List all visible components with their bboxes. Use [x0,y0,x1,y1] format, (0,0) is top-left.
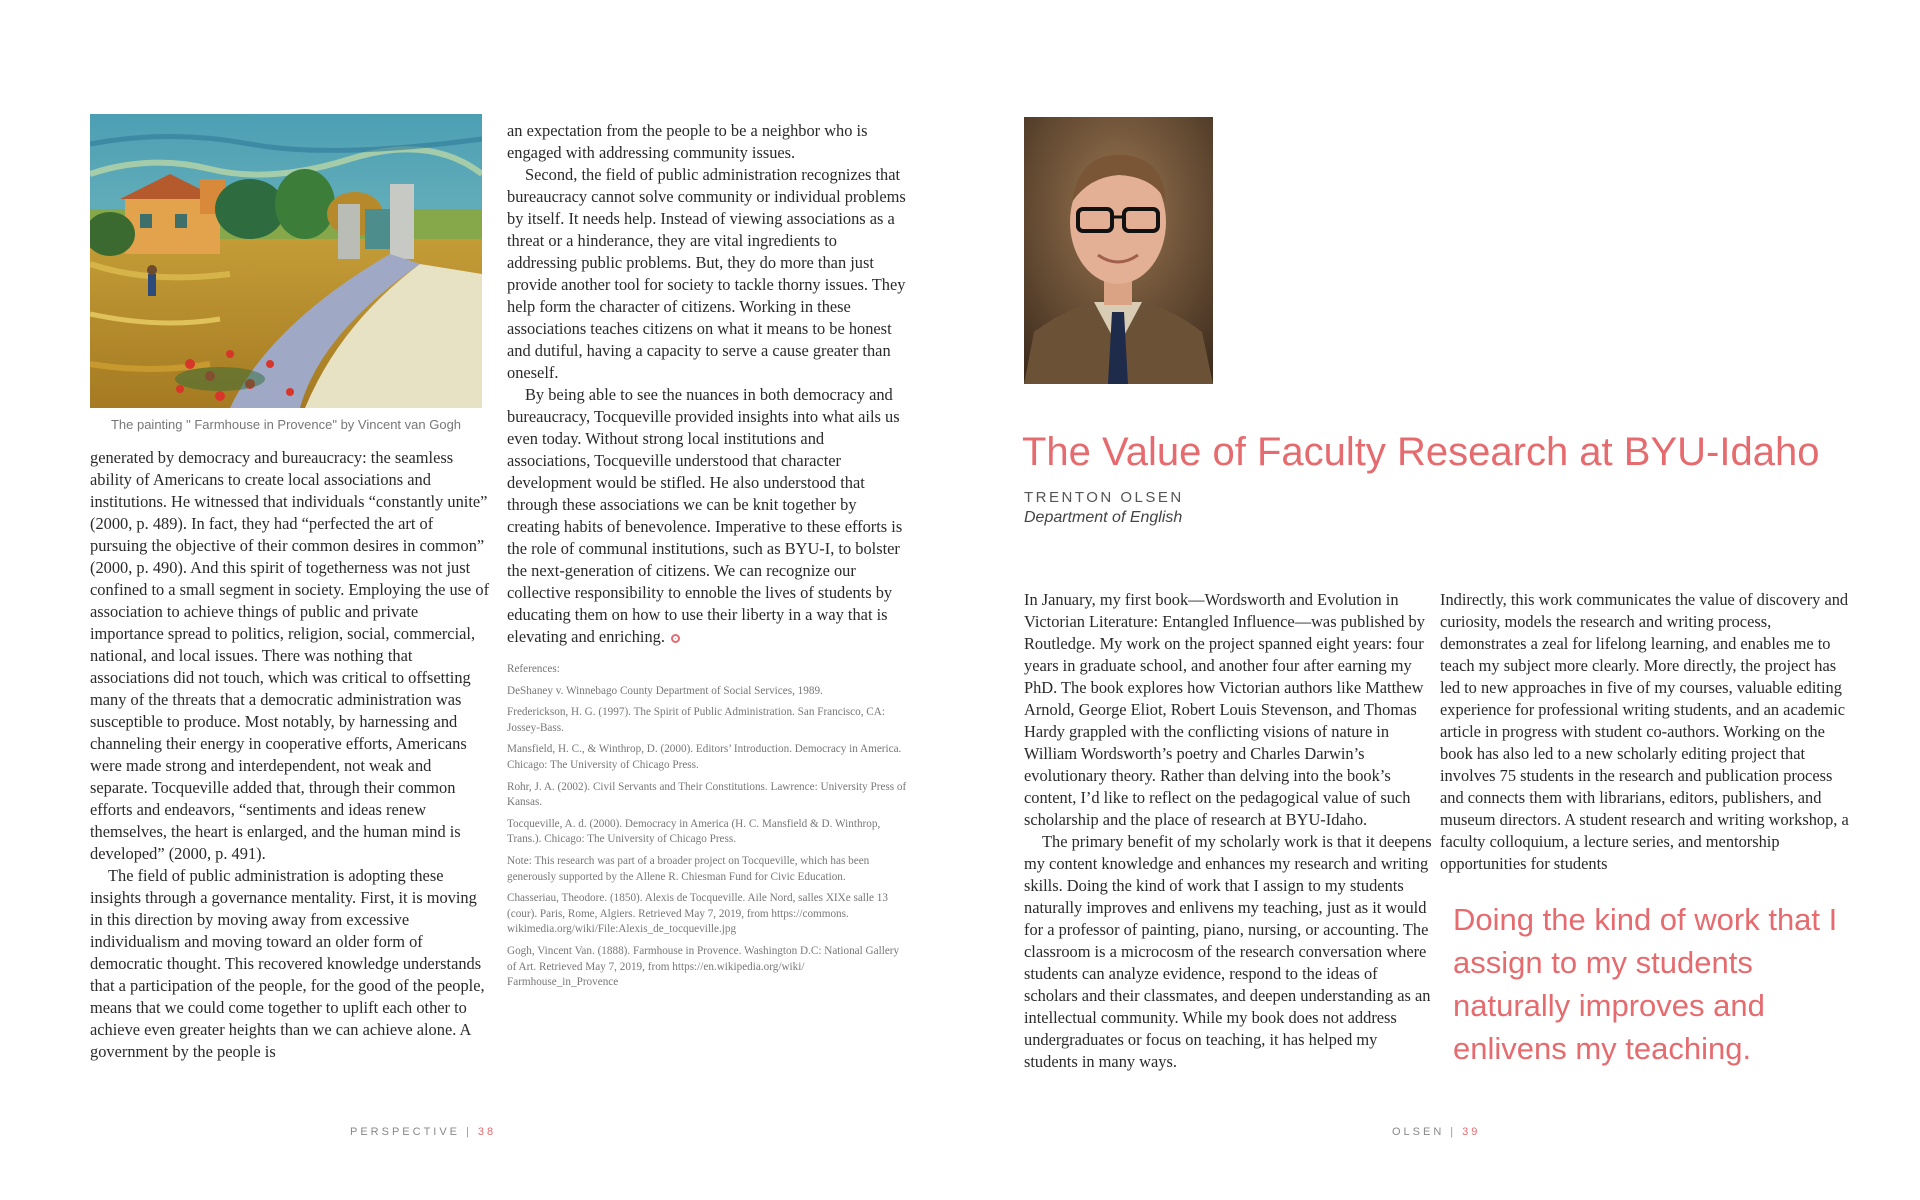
pull-quote: Doing the kind of work that I assign to my students naturally improves and enlivens my teaching. [1453,902,1838,1066]
paragraph: Second, the field of public administration recognizes that bureaucracy cannot solve community or individual problems by itself. It needs help. Instead of viewing associations as a threat or a hinderance, they are vital ingredients to addressing public problems. But, they do more than just provide another tool for society to tackle thorny issues. They help form the character of citizens. Working in these associations teaches citizens on what it means to be honest and dutiful, having a capacity to serve a cause greater than oneself. [507,165,906,382]
reference-item: Gogh, Vincent Van. (1888). Farmhouse in Provence. Washington D.C: National Gallery of Art. Retrieved May 7, 2019, from https://en.wikipedia.org/wiki/ Farmhouse_in_Provence [507,944,900,989]
author-portrait [1024,117,1213,384]
reference-item: Chasseriau, Theodore. (1850). Alexis de Tocqueville. Aile Nord, salles XIXe salle 13 (cour). Paris, Rome, Algiers. Retrieved May 7, 2019, from https://commons. wikimedia.org/wiki/File:Alexis_de_tocqueville.jpg [507,892,888,936]
folio-label: OLSEN [1392,1126,1445,1138]
folio-separator: | [1450,1126,1457,1138]
paragraph: The primary benefit of my scholarly work is that it deepens my content knowledge and enhances my research and writing skills. Doing the kind of work that I assign to my students naturally improves and enlivens my teaching, just as it would for a professor of painting, piano, nursing, or accounting. The classroom is a microcosm of the research conversation where students can analyze evidence, respond to the ideas of scholars and their classmates, and deepen understanding as an intellectual community. While my book does not address undergraduates or focus on teaching, it has helped my students in many ways. [1024,832,1432,1071]
paragraph: In January, my first book—Wordsworth and Evolution in Victorian Literature: Entangled Influence—was published by Routledge. My work on the project spanned eight years: four years in graduate school, and another four after earning my PhD. The book explores how Victorian authors like Matthew Arnold, George Eliot, Robert Louis Stevenson, and Thomas Hardy grappled with the conflicting visions of nature in William Wordsworth’s poetry and Charles Darwin’s evolutionary theory. Rather than delving into the book’s content, I’d like to reflect on the pedagogical value of such scholarship and the place of research at BYU-Idaho. [1024,590,1425,829]
folio-separator: | [466,1126,472,1138]
paragraph: By being able to see the nuances in both democracy and bureaucracy, Tocqueville provided insights into what ails us even today. Without strong local institutions and associations, Tocqueville understood that character development would be stifled. He also understood that through these associations we can be knit together by creating habits of benevolence. Imperative to these efforts is the role of communal institutions, such as BYU-I, to bolster the next-generation of citizens. We can recognize our collective responsibility to ennoble the lives of students by educating them on how to use their liberty in a way that is elevating and enriching. [507,385,903,646]
author-name: TRENTON OLSEN [1024,489,1184,506]
paragraph: Indirectly, this work communicates the value of discovery and curiosity, models the research and writing process, demonstrates a zeal for lifelong learning, and enables me to teach my subject more clearly. More directly, the project has led to new approaches in five of my courses, valuable editing experience for professional writing students, and an academic article in progress with student co-authors. Working on the book has also led to a new scholarly editing project that involves 75 students in the research and publication process and connects them with librarians, editors, publishers, and museum directors. A student research and writing workshop, a faculty colloquium, a lecture series, and mentorship opportunities for students [1440,590,1849,873]
author-department: Department of English [1024,509,1183,526]
paragraph: an expectation from the people to be a neighbor who is engaged with addressing community issues. [507,121,868,162]
page-number: 39 [1462,1126,1481,1138]
reference-item: DeShaney v. Winnebago County Department of Social Services, 1989. [507,684,823,697]
right-column-text-1 [1024,589,1434,1073]
reference-item: Tocqueville, A. d. (2000). Democracy in America (H. C. Mansfield & D. Winthrop, Trans.). Chicago: The University of Chicago Press. [507,817,881,846]
page-folio-left [350,1126,496,1138]
reference-item: Note: This research was part of a broader project on Tocqueville, which has been generously supported by the Allene R. Chiesman Fund for Civic Education. [507,854,870,883]
paragraph: generated by democracy and bureaucracy: the seamless ability of Americans to create local associations and institutions. He witnessed that individuals “constantly unite” (2000, p. 489). In fact, they had “perfected the art of pursuing the objective of their common desires in common” (2000, p. 490). And this spirit of togetherness was not just confined to a small segment in society. Employing the use of association to achieve things of public and private importance spread to politics, religion, social, commercial, national, and local issues. There was nothing that associations did not touch, which was critical to offsetting many of the threats that a democratic administration was susceptible to produce. Most notably, by harnessing and channeling their energy in cooperative efforts, Americans were made strong and interdependent, not weak and separate. Tocqueville added that, through their common efforts and endeavors, “sentiments and ideas renew themselves, the heart is enlarged, and the human mind is developed” (2000, p. 491). [90,448,490,863]
right-column-text-2 [1440,589,1850,875]
middle-column-text [507,120,907,648]
reference-item: Frederickson, H. G. (1997). The Spirit of Public Administration. San Francisco, CA: Jossey-Bass. [507,706,885,734]
page-number: 38 [477,1126,497,1138]
references-list [507,662,907,997]
article-title: The Value of Faculty Research at BYU-Idaho [1022,430,1820,474]
reference-item: Rohr, J. A. (2002). Civil Servants and Their Constitutions. Lawrence: University Press of Kansas. [507,780,907,809]
paragraph: The field of public administration is adopting these insights through a governance mentality. First, it is moving in this direction by moving away from excessive individualism and moving toward an older form of democratic thought. This recovered knowledge understands that a participation of the people, for the good of the people, means that we could come together to uplift each other to achieve even greater heights than we can achieve alone. A government by the people is [90,866,485,1061]
left-column-text [90,447,490,1063]
painting-caption: The painting " Farmhouse in Provence" by Vincent van Gogh [110,417,462,432]
end-of-article-icon [671,634,680,643]
page-folio-right [1392,1126,1480,1138]
reference-item: Mansfield, H. C., & Winthrop, D. (2000). Editors’ Introduction. Democracy in America. Chicago: The University of Chicago Press. [507,743,902,771]
references-heading: References: [507,663,560,675]
folio-label: PERSPECTIVE [350,1126,461,1138]
painting-farmhouse-in-provence [90,114,482,408]
